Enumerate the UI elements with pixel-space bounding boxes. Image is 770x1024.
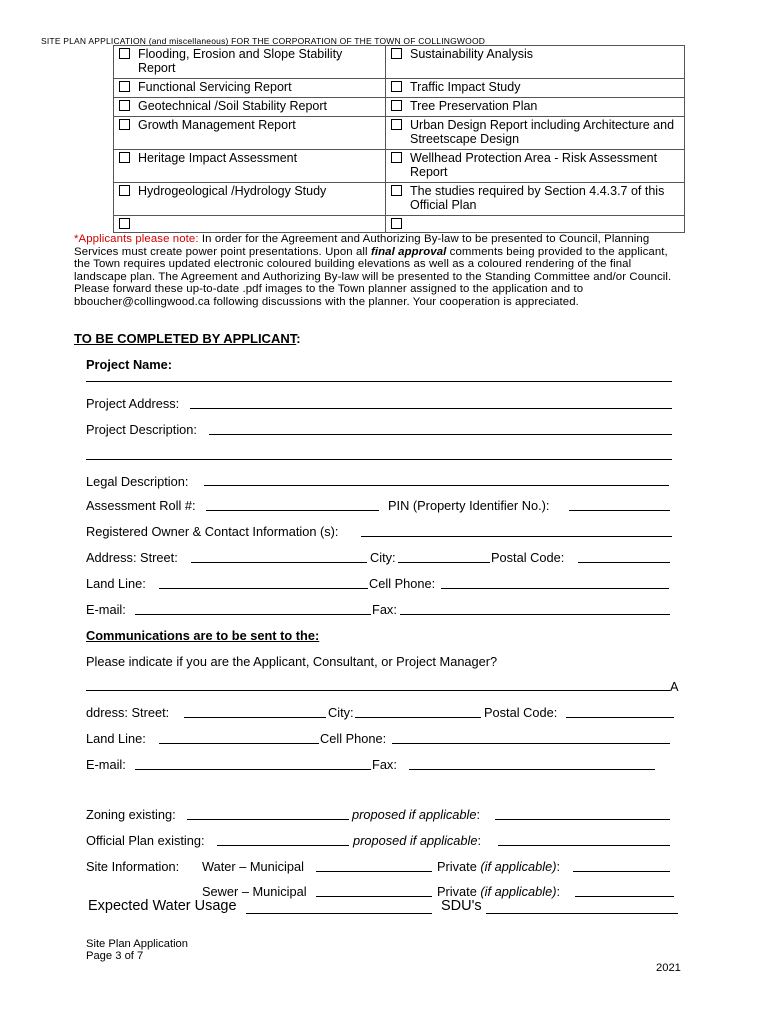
applicant-note bbox=[74, 233, 686, 309]
study-item[interactable] bbox=[391, 80, 680, 94]
note-emphasis: final approval bbox=[370, 245, 447, 258]
study-label: Growth Management Report bbox=[138, 118, 296, 132]
comm-address-street-field[interactable] bbox=[184, 717, 326, 718]
email-label: E-mail: bbox=[86, 602, 126, 617]
study-label bbox=[410, 217, 680, 229]
checkbox[interactable] bbox=[119, 152, 130, 163]
water-private-label bbox=[437, 859, 560, 874]
sewer-municipal-label: Sewer – Municipal bbox=[202, 884, 307, 899]
page-header: SITE PLAN APPLICATION (and miscellaneous) FOR THE CORPORATION OF THE TOWN OF COLLINGWOOD bbox=[41, 36, 486, 46]
study-label: Tree Preservation Plan bbox=[410, 99, 538, 113]
comm-cell-phone-field[interactable] bbox=[392, 743, 670, 744]
checkbox[interactable] bbox=[391, 48, 402, 59]
zoning-existing-label: Zoning existing: bbox=[86, 807, 176, 822]
sdus-field[interactable] bbox=[486, 913, 678, 914]
comm-land-line-label: Land Line: bbox=[86, 731, 146, 746]
study-label: Flooding, Erosion and Slope Stability Report bbox=[138, 47, 343, 75]
study-item[interactable] bbox=[119, 151, 381, 165]
land-line-field[interactable] bbox=[159, 588, 368, 589]
colon: : bbox=[556, 859, 561, 874]
study-label: Urban Design Report including Architecture and Streetscape Design bbox=[410, 118, 675, 146]
heading-text: TO BE COMPLETED BY APPLICANT bbox=[74, 331, 297, 346]
private-text: Private bbox=[437, 859, 477, 874]
private-text: Private bbox=[437, 884, 477, 899]
footer-title: Site Plan Application bbox=[86, 938, 188, 950]
project-address-label: Project Address: bbox=[86, 396, 180, 411]
study-label: Geotechnical /Soil Stability Report bbox=[138, 99, 327, 113]
checkbox[interactable] bbox=[119, 119, 130, 130]
project-name-field[interactable] bbox=[86, 381, 672, 382]
project-address-field[interactable] bbox=[190, 408, 672, 409]
if-applicable-text: (if applicable) bbox=[480, 884, 557, 899]
site-information-label: Site Information: bbox=[86, 859, 180, 874]
comm-postal-code-label: Postal Code: bbox=[484, 705, 558, 720]
checkbox[interactable] bbox=[119, 218, 130, 229]
study-item[interactable] bbox=[119, 80, 381, 94]
comm-city-label: City: bbox=[328, 705, 354, 720]
study-item-blank[interactable] bbox=[391, 217, 680, 229]
colon: : bbox=[556, 884, 561, 899]
checkbox[interactable] bbox=[391, 185, 402, 196]
communications-heading: Communications are to be sent to the: bbox=[86, 628, 320, 643]
heading-colon: : bbox=[296, 331, 301, 346]
sewer-private-field[interactable] bbox=[575, 896, 674, 897]
project-description-label: Project Description: bbox=[86, 422, 197, 437]
study-label: Heritage Impact Assessment bbox=[138, 151, 298, 165]
checkbox[interactable] bbox=[391, 152, 402, 163]
colon: : bbox=[477, 833, 482, 848]
note-text: In order for the Agreement and Authorizing By-law to be presented to Council, Planning Services must create power point presentations. Upon all bbox=[74, 233, 650, 258]
checkbox[interactable] bbox=[119, 100, 130, 111]
study-label: Functional Servicing Report bbox=[138, 80, 292, 94]
fax-label: Fax: bbox=[372, 602, 397, 617]
studies-checklist bbox=[113, 45, 685, 233]
study-item[interactable] bbox=[391, 118, 680, 146]
water-private-field[interactable] bbox=[573, 871, 670, 872]
checkbox[interactable] bbox=[391, 81, 402, 92]
note-text: comments being provided to the applicant, the Town requires updated electronic coloured building elevations as well as a coloured rendering of the final landscape plan. The Agreement and Authorizing By-law will be presented to the Standing Committee and/or Council. Please forward these up-to-date .pdf images to the Town planner assigned to the application and to bboucher@collingwood.ca following discussions with the planner. Your cooperation is appreciated. bbox=[74, 245, 672, 308]
checkbox[interactable] bbox=[119, 81, 130, 92]
study-item[interactable] bbox=[119, 184, 381, 198]
study-item-blank[interactable] bbox=[119, 217, 381, 229]
comm-email-label: E-mail: bbox=[86, 757, 126, 772]
checkbox[interactable] bbox=[391, 218, 402, 229]
proposed-text: proposed if applicable bbox=[353, 833, 478, 848]
pin-field[interactable] bbox=[569, 510, 670, 511]
zoning-proposed-label bbox=[352, 807, 480, 822]
study-item[interactable] bbox=[391, 151, 680, 179]
a-letter: A bbox=[670, 679, 679, 694]
assessment-roll-label: Assessment Roll #: bbox=[86, 498, 196, 513]
checkbox[interactable] bbox=[119, 48, 130, 59]
note-label: *Applicants please note: bbox=[74, 233, 199, 245]
official-plan-proposed-field[interactable] bbox=[498, 845, 670, 846]
communications-question: Please indicate if you are the Applicant, Consultant, or Project Manager? bbox=[86, 654, 498, 669]
registered-owner-field[interactable] bbox=[361, 536, 672, 537]
comm-city-field[interactable] bbox=[355, 717, 481, 718]
expected-water-usage-label: Expected Water Usage bbox=[88, 898, 237, 914]
study-label bbox=[138, 217, 381, 229]
postal-code-field[interactable] bbox=[578, 562, 670, 563]
registered-owner-label: Registered Owner & Contact Information (s): bbox=[86, 524, 339, 539]
sdus-label: SDU's bbox=[441, 898, 482, 914]
fax-field[interactable] bbox=[400, 614, 670, 615]
email-field[interactable] bbox=[135, 614, 371, 615]
study-label: Sustainability Analysis bbox=[410, 47, 533, 61]
project-name-label: Project Name: bbox=[86, 357, 173, 372]
study-item[interactable] bbox=[119, 47, 381, 75]
proposed-text: proposed if applicable bbox=[352, 807, 477, 822]
checkbox[interactable] bbox=[391, 100, 402, 111]
project-description-field-2[interactable] bbox=[86, 459, 672, 460]
water-municipal-field[interactable] bbox=[316, 871, 432, 872]
zoning-existing-field[interactable] bbox=[187, 819, 349, 820]
study-item[interactable] bbox=[391, 99, 680, 113]
applicant-section-heading bbox=[74, 331, 301, 346]
legal-description-field[interactable] bbox=[204, 485, 669, 486]
checkbox[interactable] bbox=[391, 119, 402, 130]
comm-fax-label: Fax: bbox=[372, 757, 397, 772]
study-item[interactable] bbox=[391, 47, 680, 61]
official-plan-existing-field[interactable] bbox=[217, 845, 349, 846]
postal-code-label: Postal Code: bbox=[491, 550, 565, 565]
colon: : bbox=[476, 807, 481, 822]
comm-email-field[interactable] bbox=[135, 769, 371, 770]
study-item[interactable] bbox=[119, 99, 381, 113]
official-plan-existing-label: Official Plan existing: bbox=[86, 833, 205, 848]
study-label: Traffic Impact Study bbox=[410, 80, 521, 94]
address-street-label: Address: Street: bbox=[86, 550, 178, 565]
sewer-private-label bbox=[437, 884, 560, 899]
sewer-municipal-field[interactable] bbox=[316, 896, 432, 897]
cell-phone-label: Cell Phone: bbox=[369, 576, 436, 591]
footer-page: Page 3 of 7 bbox=[86, 950, 144, 962]
comm-address-street-label: ddress: Street: bbox=[86, 705, 170, 720]
official-plan-proposed-label bbox=[353, 833, 481, 848]
comm-fax-field[interactable] bbox=[409, 769, 655, 770]
expected-water-usage-field[interactable] bbox=[246, 913, 432, 914]
study-label: The studies required by Section 4.4.3.7 of this Official Plan bbox=[410, 184, 665, 212]
zoning-proposed-field[interactable] bbox=[495, 819, 670, 820]
cell-phone-field[interactable] bbox=[441, 588, 669, 589]
comm-land-line-field[interactable] bbox=[159, 743, 319, 744]
project-description-field[interactable] bbox=[209, 434, 672, 435]
comm-postal-code-field[interactable] bbox=[566, 717, 674, 718]
communications-role-field[interactable] bbox=[86, 690, 670, 691]
study-label: Hydrogeological /Hydrology Study bbox=[138, 184, 327, 198]
assessment-roll-field[interactable] bbox=[206, 510, 379, 511]
address-street-field[interactable] bbox=[191, 562, 367, 563]
checkbox[interactable] bbox=[119, 185, 130, 196]
footer-year: 2021 bbox=[656, 962, 681, 974]
land-line-label: Land Line: bbox=[86, 576, 146, 591]
study-label: Wellhead Protection Area - Risk Assessment Report bbox=[410, 151, 658, 179]
pin-label: PIN (Property Identifier No.): bbox=[388, 498, 550, 513]
city-label: City: bbox=[370, 550, 396, 565]
comm-cell-phone-label: Cell Phone: bbox=[320, 731, 387, 746]
water-municipal-label: Water – Municipal bbox=[202, 859, 304, 874]
city-field[interactable] bbox=[398, 562, 490, 563]
study-item[interactable] bbox=[119, 118, 381, 132]
study-item[interactable] bbox=[391, 184, 680, 212]
legal-description-label: Legal Description: bbox=[86, 474, 189, 489]
if-applicable-text: (if applicable) bbox=[480, 859, 557, 874]
